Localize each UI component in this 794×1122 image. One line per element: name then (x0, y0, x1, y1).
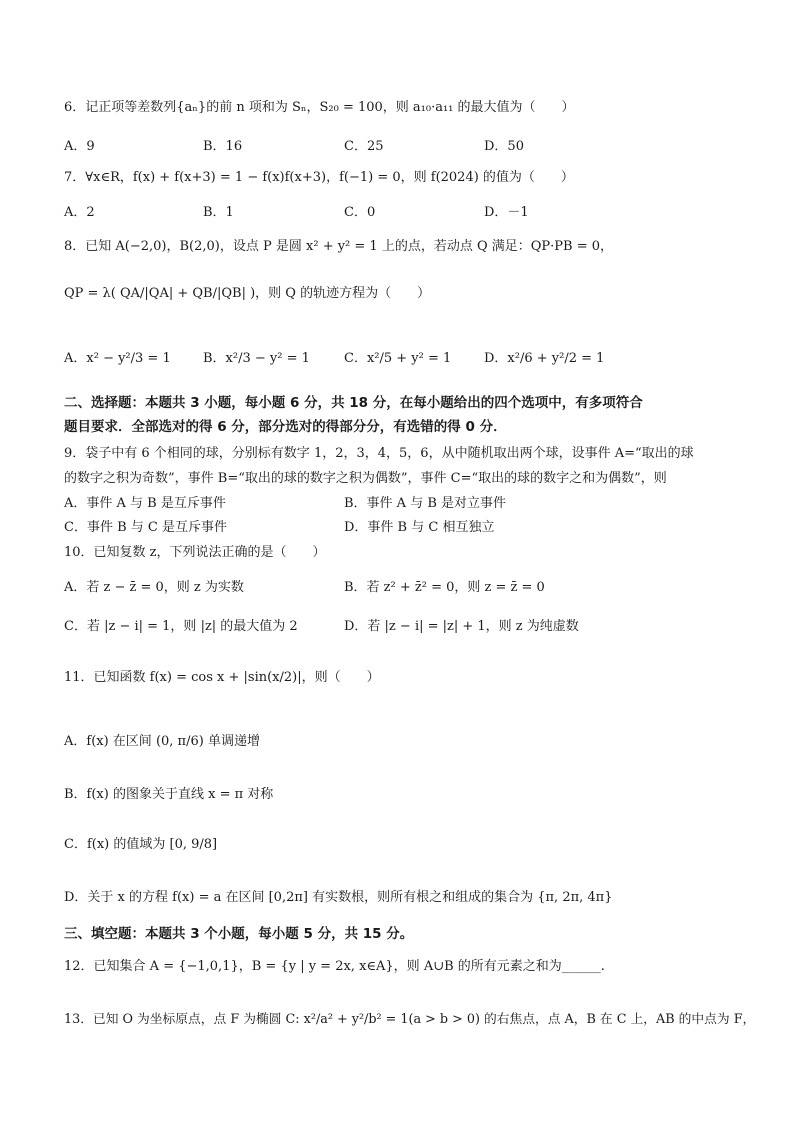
section-2-heading-line1: 二、选择题：本题共 3 小题，每小题 6 分，共 18 分，在每小题给出的四个选项中，有多项符合 (64, 395, 643, 411)
q6-option-c: C．25 (344, 139, 384, 154)
q11-option-c: C．f(x) 的值域为 [0, 9/8] (64, 837, 218, 852)
question-13-stem: 13．已知 O 为坐标原点，点 F 为椭圆 C: x²/a² + y²/b² = 1(a > b > 0) 的右焦点，点 A，B 在 C 上，AB 的中点为 F， (64, 1012, 756, 1027)
question-9-stem-line2: 的数字之积为奇数”，事件 B=“取出的球的数字之积为偶数”，事件 C=“取出的球的数字之和为偶数”，则 (64, 471, 667, 486)
q11-option-b: B．f(x) 的图象关于直线 x = π 对称 (64, 787, 274, 802)
q9-option-a: A．事件 A 与 B 是互斥事件 (64, 496, 226, 511)
question-11-stem: 11．已知函数 f(x) = cos x + |sin(x/2)|，则（ ） (64, 670, 380, 685)
q8-option-a: A．x² − y²/3 = 1 (64, 351, 171, 366)
q11-option-a: A．f(x) 在区间 (0, π/6) 单调递增 (64, 734, 260, 749)
question-9-stem-line1: 9．袋子中有 6 个相同的球，分别标有数字 1，2，3，4，5，6，从中随机取出两个球，设事件 A=“取出的球 (64, 446, 694, 461)
question-7-stem: 7．∀x∈R，f(x) + f(x+3) = 1 − f(x)f(x+3)，f(−1) = 0，则 f(2024) 的值为（ ） (64, 170, 574, 185)
section-3-heading: 三、填空题：本题共 3 个小题，每小题 5 分，共 15 分。 (64, 926, 414, 942)
q10-option-d: D．若 |z − i| = |z| + 1，则 z 为纯虚数 (344, 619, 579, 634)
q10-option-b: B．若 z² + z̄² = 0，则 z = z̄ = 0 (344, 580, 545, 595)
q8-option-c: C．x²/5 + y² = 1 (344, 351, 452, 366)
q7-option-d: D．－1 (484, 205, 529, 220)
question-10-stem: 10．已知复数 z，下列说法正确的是（ ） (64, 545, 326, 560)
question-12-stem: 12．已知集合 A = {−1,0,1}，B = {y | y = 2x, x∈A}，则 A∪B 的所有元素之和为______. (64, 959, 605, 974)
question-6-stem: 6．记正项等差数列{aₙ}的前 n 项和为 Sₙ，S₂₀ = 100，则 a₁₀·a₁₁ 的最大值为（ ） (64, 100, 575, 115)
q6-option-d: D．50 (484, 139, 524, 154)
q10-option-a: A．若 z − z̄ = 0，则 z 为实数 (64, 580, 244, 595)
q7-option-a: A．2 (64, 205, 95, 220)
q8-option-d: D．x²/6 + y²/2 = 1 (484, 351, 605, 366)
question-8-stem-line2: QP = λ( QA/|QA| + QB/|QB| )，则 Q 的轨迹方程为（ ） (64, 286, 431, 301)
q9-option-d: D．事件 B 与 C 相互独立 (344, 520, 495, 535)
q10-option-c: C．若 |z − i| = 1，则 |z| 的最大值为 2 (64, 619, 298, 634)
q9-option-c: C．事件 B 与 C 是互斥事件 (64, 520, 227, 535)
q9-option-b: B．事件 A 与 B 是对立事件 (344, 496, 507, 511)
q7-option-c: C．0 (344, 205, 376, 220)
q8-option-b: B．x²/3 − y² = 1 (203, 351, 310, 366)
section-2-heading-line2: 题目要求．全部选对的得 6 分，部分选对的得部分分，有选错的得 0 分． (64, 419, 507, 435)
q6-option-b: B．16 (203, 139, 243, 154)
q7-option-b: B．1 (203, 205, 234, 220)
q6-option-a: A．9 (64, 139, 95, 154)
q11-option-d: D．关于 x 的方程 f(x) = a 在区间 [0,2π] 有实数根，则所有根之和组成的集合为 {π, 2π, 4π} (64, 890, 613, 905)
question-8-stem-line1: 8．已知 A(−2,0)，B(2,0)，设点 P 是圆 x² + y² = 1 上的点，若动点 Q 满足：QP·PB = 0， (64, 239, 614, 254)
